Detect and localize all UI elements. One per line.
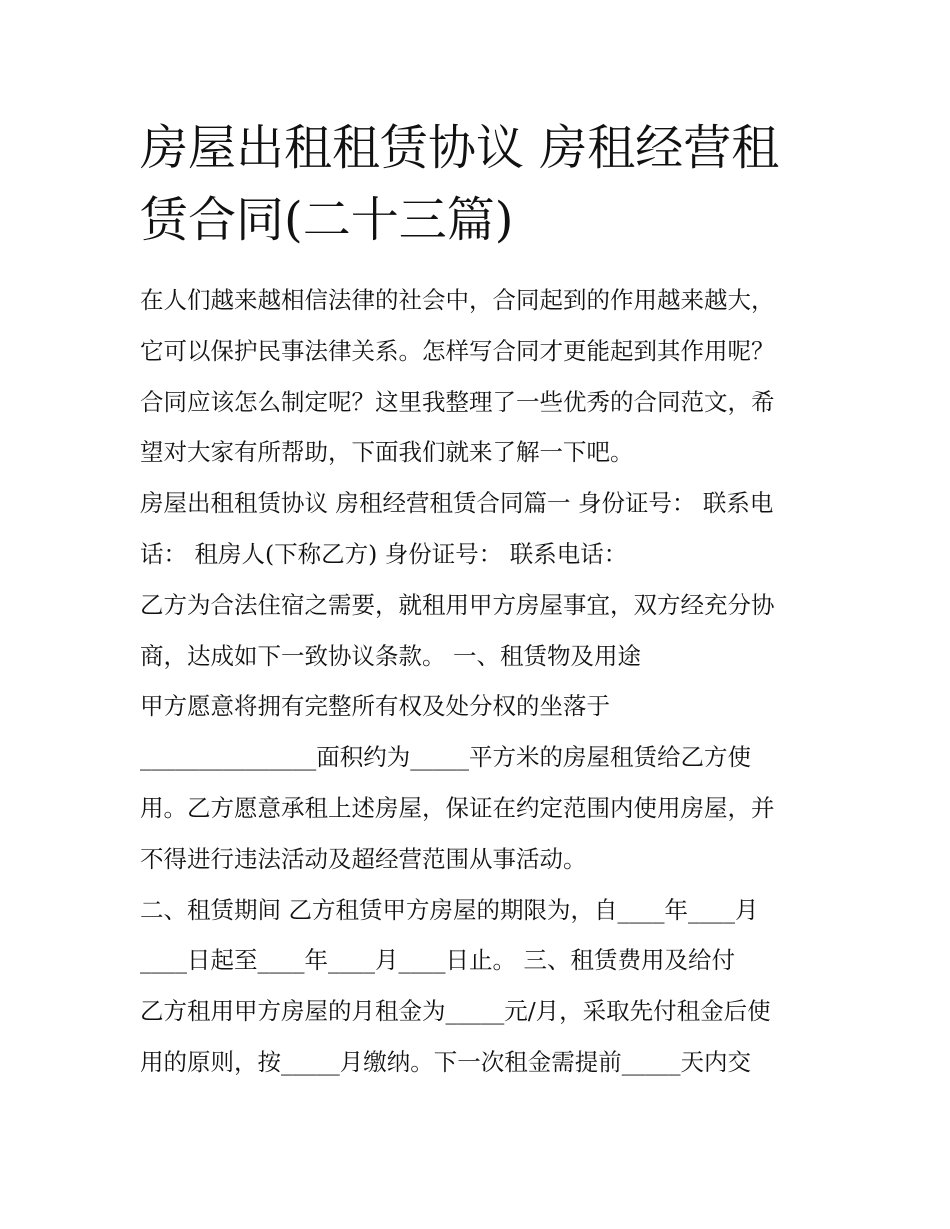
body-line-8: 商，达成如下一致协议条款。 一、租赁物及用途 <box>140 641 641 670</box>
document-body <box>140 275 830 1088</box>
body-line-15: 乙方租用甲方房屋的月租金为_____元/月，采取先付租金后使 <box>140 997 771 1026</box>
body-line-3: 合同应该怎么制定呢？这里我整理了一些优秀的合同范文，希 <box>140 387 775 416</box>
body-line-2: 它可以保护民事法律关系。怎样写合同才更能起到其作用呢？ <box>140 336 775 365</box>
body-line-9: 甲方愿意将拥有完整所有权及处分权的坐落于 <box>140 692 610 721</box>
body-line-16: 用的原则，按_____月缴纳。下一次租金需提前_____天内交 <box>140 1047 751 1076</box>
body-line-13: 二、租赁期间 乙方租赁甲方房屋的期限为，自____年____月 <box>140 895 759 924</box>
document-title <box>140 112 820 256</box>
body-line-7: 乙方为合法住宿之需要，就租用甲方房屋事宜，双方经充分协 <box>140 590 775 619</box>
body-line-10: _______________面积约为_____平方米的房屋租赁给乙方使 <box>140 743 751 772</box>
body-line-5: 房屋出租租赁协议 房租经营租赁合同篇一 身份证号： 联系电 <box>140 489 774 518</box>
title-line-1: 房屋出租租赁协议 房租经营租 <box>140 120 780 176</box>
body-line-11: 用。乙方愿意承租上述房屋，保证在约定范围内使用房屋，并 <box>140 793 775 822</box>
body-line-12: 不得进行违法活动及超经营范围从事活动。 <box>140 844 587 873</box>
body-line-4: 望对大家有所帮助，下面我们就来了解一下吧。 <box>140 438 634 467</box>
body-line-14: ____日起至____年____月____日止。 三、租赁费用及给付 <box>140 946 735 975</box>
body-line-6: 话： 租房人(下称乙方) 身份证号： 联系电话： <box>140 539 628 568</box>
title-line-2: 赁合同(二十三篇) <box>140 192 514 248</box>
body-line-1: 在人们越来越相信法律的社会中，合同起到的作用越来越大， <box>140 286 775 314</box>
